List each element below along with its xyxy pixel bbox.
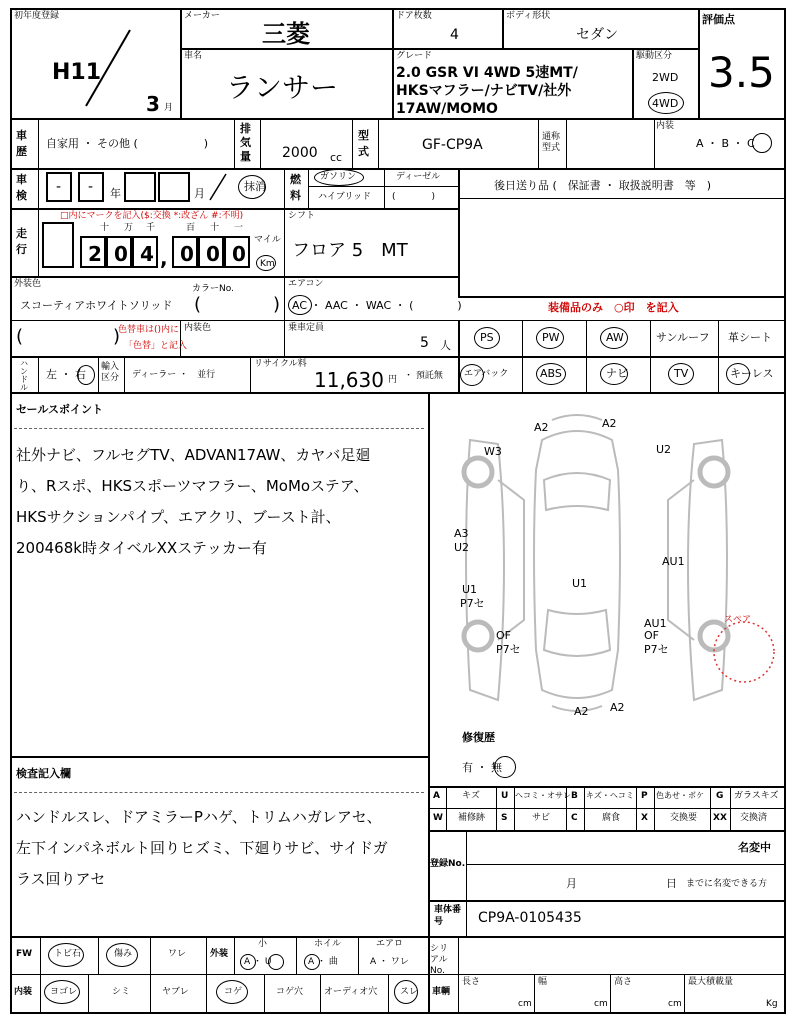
- fw-crack: ワレ: [168, 949, 187, 959]
- small-a-circle: [240, 954, 256, 970]
- legend-s: S: [501, 813, 508, 823]
- insp-box-4: [158, 172, 190, 202]
- maker: 三菱: [262, 20, 310, 48]
- inspect-line-3: ラス回りアセ: [16, 870, 106, 888]
- mark-u1-centre: U1: [572, 577, 588, 590]
- km-circle: [256, 255, 276, 271]
- legend-c: C: [571, 813, 578, 823]
- car-name-label: 車名: [184, 51, 203, 61]
- dim-length: 長さ: [462, 977, 481, 987]
- legend-xx-desc: 交換済: [740, 813, 768, 823]
- color-no-label: カラーNo.: [192, 284, 234, 294]
- mileage-note: □内にマークを記入($:交換 *:改ざん #:不明): [60, 211, 244, 221]
- color-change-note-1: 色替車は()内に: [118, 325, 180, 335]
- equip-abs: ABS: [540, 367, 562, 380]
- mark-u2-left: U2: [454, 541, 470, 554]
- interior-grade-circle: [752, 133, 772, 153]
- mark-a3: A3: [454, 527, 469, 540]
- equipment-header: 装備品のみ ○印 を記入: [548, 301, 679, 314]
- equip-tv-circle: [668, 363, 694, 385]
- mark-w3: W3: [484, 445, 502, 458]
- exterior-color: スコーティアホワイトソリッド: [20, 299, 173, 312]
- mile-unit: マイル: [254, 235, 281, 245]
- first-reg-year: H11: [52, 60, 102, 85]
- displacement-unit: cc: [330, 151, 343, 164]
- int-stain: シミ: [112, 987, 131, 997]
- sales-points: [16, 440, 426, 564]
- insp-slash: [206, 172, 230, 202]
- unit-ichi: 一: [234, 223, 244, 233]
- int-burn-hole: コゲ穴: [276, 987, 304, 997]
- unit-juu: 十: [210, 223, 220, 233]
- inspect-line-1: ハンドルスレ、ドアミラーPハゲ、トリムハガレアセ、: [16, 808, 382, 826]
- inspect-line-2: 左下インパネボルト回りヒズミ、下廻りサビ、サイドガ: [16, 839, 388, 857]
- km-unit: Km: [260, 259, 275, 269]
- mark-au1-right: AU1: [662, 555, 685, 568]
- grade-label: グレード: [396, 51, 433, 61]
- body-label: ボディ形状: [506, 11, 551, 21]
- legend-b: B: [571, 791, 578, 801]
- repair-title: 修復歴: [462, 731, 495, 744]
- fw-chip: トビ石: [54, 949, 82, 959]
- dim-height-unit: cm: [668, 999, 682, 1009]
- equip-abs-circle: [536, 363, 566, 385]
- color-no: ( ): [194, 294, 281, 315]
- common-type-label: 通称型式: [542, 132, 561, 153]
- legend-b-desc: キズ・ヘコミ: [586, 791, 634, 800]
- equip-keyless: キーレス: [730, 367, 774, 380]
- legend-xx: XX: [713, 813, 727, 823]
- dim-width-unit: cm: [594, 999, 608, 1009]
- later-docs: 後日送り品 ( 保証書 ・ 取扱説明書 等 ): [494, 179, 712, 192]
- fuel-gas: ガソリン: [320, 172, 357, 182]
- mark-u2-right: U2: [656, 443, 672, 456]
- drive-4wd: 4WD: [652, 97, 679, 110]
- insp-expired-circle: [238, 175, 266, 199]
- odo-digit-2: 0: [106, 236, 132, 268]
- body-shape: セダン: [576, 27, 619, 43]
- displacement: 2000: [282, 145, 318, 161]
- ac-value: AC ・ AAC ・ WAC ・ ( ): [292, 299, 462, 312]
- insp-expired: 抹消: [244, 180, 266, 193]
- sales-line-2: り、Rスポ、HKSスポーツマフラー、MoMoステア、: [16, 477, 369, 495]
- equip-sunroof: サンルーフ: [656, 331, 710, 344]
- int-scuff: スレ: [400, 987, 419, 997]
- fuel-gas-circle: [314, 169, 364, 186]
- legend-s-desc: サビ: [532, 813, 551, 823]
- fuel-hybrid: ハイブリッド: [318, 192, 372, 202]
- int-audio-hole: オーディオ穴: [324, 987, 378, 997]
- sales-title: セールスポイント: [16, 403, 104, 416]
- grade-line-1: 2.0 GSR VI 4WD 5速MT/: [396, 65, 578, 81]
- legend-c-desc: 腐食: [602, 813, 621, 823]
- fw-label: FW: [16, 949, 33, 959]
- odo-digit-1: 2: [80, 236, 106, 268]
- insp-month-unit: 月: [194, 187, 205, 200]
- mark-u1-left: U1: [462, 583, 478, 596]
- legend-g-desc: ガラスキズ: [734, 791, 779, 801]
- equip-leather: 革シート: [728, 331, 772, 344]
- repair-none-circle: [494, 756, 516, 778]
- serial-label: シリアルNo.: [430, 944, 449, 976]
- grade-line-3: 17AW/MOMO: [396, 101, 498, 117]
- score-label: 評価点: [702, 13, 735, 26]
- legend-g: G: [716, 791, 724, 801]
- sales-line-1: 社外ナビ、フルセグTV、ADVAN17AW、カヤバ足廻: [16, 446, 371, 464]
- int-scuff-circle: [394, 980, 418, 1004]
- hand-slash: [80, 28, 140, 108]
- sales-line-3: HKSサクションパイプ、エアクリ、ブースト計、: [16, 508, 341, 526]
- mileage-mark-box: [42, 222, 74, 268]
- equip-navi: ナビ: [606, 367, 628, 380]
- equip-pw-circle: [536, 327, 564, 349]
- drive-4wd-circle: [648, 92, 684, 114]
- legend-u-desc: ヘコミ・オサレ: [515, 791, 571, 800]
- shift-value: フロア 5 MT: [292, 240, 408, 261]
- import-value: ディーラー ・ 並行: [132, 370, 216, 380]
- fw-damage: 傷み: [114, 949, 133, 959]
- insp-box-3: [124, 172, 156, 202]
- int-burn-circle: [216, 980, 248, 1004]
- first-reg-month: 3: [146, 92, 160, 116]
- fuel-label: 燃料: [290, 173, 301, 202]
- model-type: GF-CP9A: [422, 137, 483, 153]
- equip-airbag-circle: [460, 364, 484, 386]
- wheel-val: A ・ 曲: [308, 957, 338, 967]
- equip-airbag: エアバック: [464, 369, 509, 379]
- dim-weight-unit: Kg: [766, 999, 778, 1009]
- repair-value: 有 ・ 無: [462, 761, 502, 774]
- legend-a-desc: キズ: [462, 791, 480, 801]
- small-val: A ・ U: [244, 957, 272, 967]
- aero-val: A ・ ワレ: [370, 957, 409, 967]
- mark-a2-top-2: A2: [602, 417, 617, 430]
- interior-grade: A ・ B ・ C: [696, 137, 755, 150]
- int-dirt: ヨゴレ: [50, 987, 78, 997]
- ext-label: 外装: [210, 949, 229, 959]
- history-label: 車歴: [16, 129, 27, 158]
- unit-10man: 十: [100, 223, 110, 233]
- legend-p-desc: 色あせ・ボケ: [656, 791, 704, 800]
- recycle-unit: 円: [388, 375, 398, 385]
- equip-keyless-circle: [726, 363, 750, 385]
- insp-year-unit: 年: [110, 187, 121, 200]
- inspection-label: 車検: [16, 173, 27, 202]
- reg-deadline: までに名変できる方: [686, 879, 768, 889]
- odo-digit-4: 0: [172, 236, 198, 268]
- mileage-label: 走行: [16, 227, 27, 256]
- int-dirt-circle: [44, 980, 80, 1004]
- equip-ps: PS: [480, 331, 494, 344]
- odo-digit-3: 4: [132, 236, 158, 268]
- mark-of-right: OF: [644, 629, 659, 642]
- doors-label: ドア枚数: [396, 11, 432, 21]
- wheel-a-circle: [304, 954, 320, 970]
- wheel-label: ホイル: [314, 939, 342, 949]
- mark-of-left: OF: [496, 629, 511, 642]
- mark-au1-lower: AU1: [644, 617, 667, 630]
- dim-weight: 最大積載量: [688, 977, 734, 987]
- handle-value: 左 ・ 右: [46, 368, 86, 381]
- int-tear: ヤブレ: [162, 987, 189, 997]
- chassis-number: CP9A-0105435: [478, 910, 582, 926]
- color-change-paren: ( ): [16, 326, 121, 347]
- ac-label: エアコン: [288, 279, 324, 289]
- mark-p7-left-2: P7セ: [496, 643, 521, 656]
- fuel-diesel: ディーゼル: [396, 172, 441, 182]
- odo-digit-5: 0: [198, 236, 224, 268]
- capacity-value: 5: [420, 335, 429, 351]
- evaluation-score: 3.5: [708, 48, 775, 97]
- dim-length-unit: cm: [518, 999, 532, 1009]
- first-reg-label: 初年度登録: [14, 11, 60, 21]
- odo-comma: ,: [160, 246, 168, 270]
- displacement-label: 排気量: [240, 122, 251, 163]
- mark-a2-top-1: A2: [534, 421, 549, 434]
- spare-label: スペア: [724, 615, 752, 625]
- legend-u: U: [501, 791, 509, 801]
- exterior-label: 外装色: [14, 279, 42, 289]
- sales-line-4: 200468k時タイベルXXステッカー有: [16, 539, 267, 557]
- legend-w: W: [433, 813, 443, 823]
- legend-x-desc: 交換要: [670, 813, 698, 823]
- dim-label: 車輌: [432, 987, 451, 997]
- dim-width: 幅: [538, 977, 548, 987]
- insp-box-2: -: [78, 172, 104, 202]
- dim-height: 高さ: [614, 977, 633, 987]
- interior-grade-label: 内装: [656, 121, 675, 131]
- history-value: 自家用 ・ その他 ( ): [46, 137, 209, 150]
- name-change: 名変中: [738, 841, 771, 854]
- recycle-label: リサイクル料: [254, 359, 307, 369]
- grade-line-2: HKSマフラー/ナビTV/社外: [396, 83, 572, 99]
- capacity-unit: 人: [440, 339, 451, 352]
- handle-label: ハンドル: [20, 359, 28, 392]
- interior-color-label: 内装色: [184, 323, 212, 333]
- legend-p: P: [641, 791, 648, 801]
- unit-man: 万: [124, 223, 134, 233]
- month-unit: 月: [164, 103, 174, 113]
- doors: 4: [450, 27, 459, 43]
- mark-a2-bottom-1: A2: [574, 705, 589, 718]
- fw-chip-circle: [48, 943, 84, 967]
- reg-no-label: 登録No.: [430, 859, 466, 869]
- equip-aw: AW: [606, 331, 624, 344]
- recycle-deposit: ・ 預託無: [404, 371, 443, 381]
- reg-month: 月: [566, 877, 577, 890]
- int-label: 内装: [14, 987, 33, 997]
- equip-aw-circle: [600, 327, 628, 349]
- legend-a: A: [433, 791, 440, 801]
- fuel-other: ( ): [392, 192, 436, 202]
- recycle-value: 11,630: [314, 368, 384, 392]
- maker-label: メーカー: [184, 11, 220, 21]
- inspect-title: 検査記入欄: [16, 767, 71, 780]
- capacity-label: 乗車定員: [288, 323, 325, 333]
- legend-w-desc: 補修跡: [458, 813, 486, 823]
- equip-pw: PW: [542, 331, 560, 344]
- mark-a2-bottom-2: A2: [610, 701, 625, 714]
- drive-2wd: 2WD: [652, 71, 679, 84]
- shift-label: シフト: [288, 211, 316, 221]
- import-label: 輸入区分: [101, 362, 120, 383]
- handle-right-circle: [77, 365, 95, 385]
- inspection-notes: [16, 802, 426, 895]
- fw-damage-circle: [106, 943, 138, 967]
- legend-x: X: [641, 813, 648, 823]
- equip-navi-circle: [600, 363, 628, 385]
- drive-label: 駆動区分: [636, 51, 673, 61]
- unit-sen: 千: [146, 223, 156, 233]
- car-name: ランサー: [226, 71, 339, 104]
- equip-ps-circle: [474, 327, 500, 349]
- chassis-label: 車体番号: [434, 905, 462, 927]
- color-change-note-2: 「色替」と記入: [124, 341, 188, 351]
- mark-p7-left-1: P7セ: [460, 597, 485, 610]
- ac-circle: [288, 295, 312, 315]
- equip-tv: TV: [674, 367, 689, 380]
- small-u-circle: [268, 954, 284, 970]
- insp-box-1: -: [46, 172, 72, 202]
- mark-p7-right: P7セ: [644, 643, 669, 656]
- aero-label: エアロ: [376, 939, 404, 949]
- int-burn: コゲ: [224, 987, 243, 997]
- odo-digit-6: 0: [224, 236, 250, 268]
- type-label: 型式: [358, 129, 369, 158]
- small-label: 小: [258, 939, 268, 949]
- unit-hyaku: 百: [186, 223, 196, 233]
- reg-day: 日: [666, 877, 677, 890]
